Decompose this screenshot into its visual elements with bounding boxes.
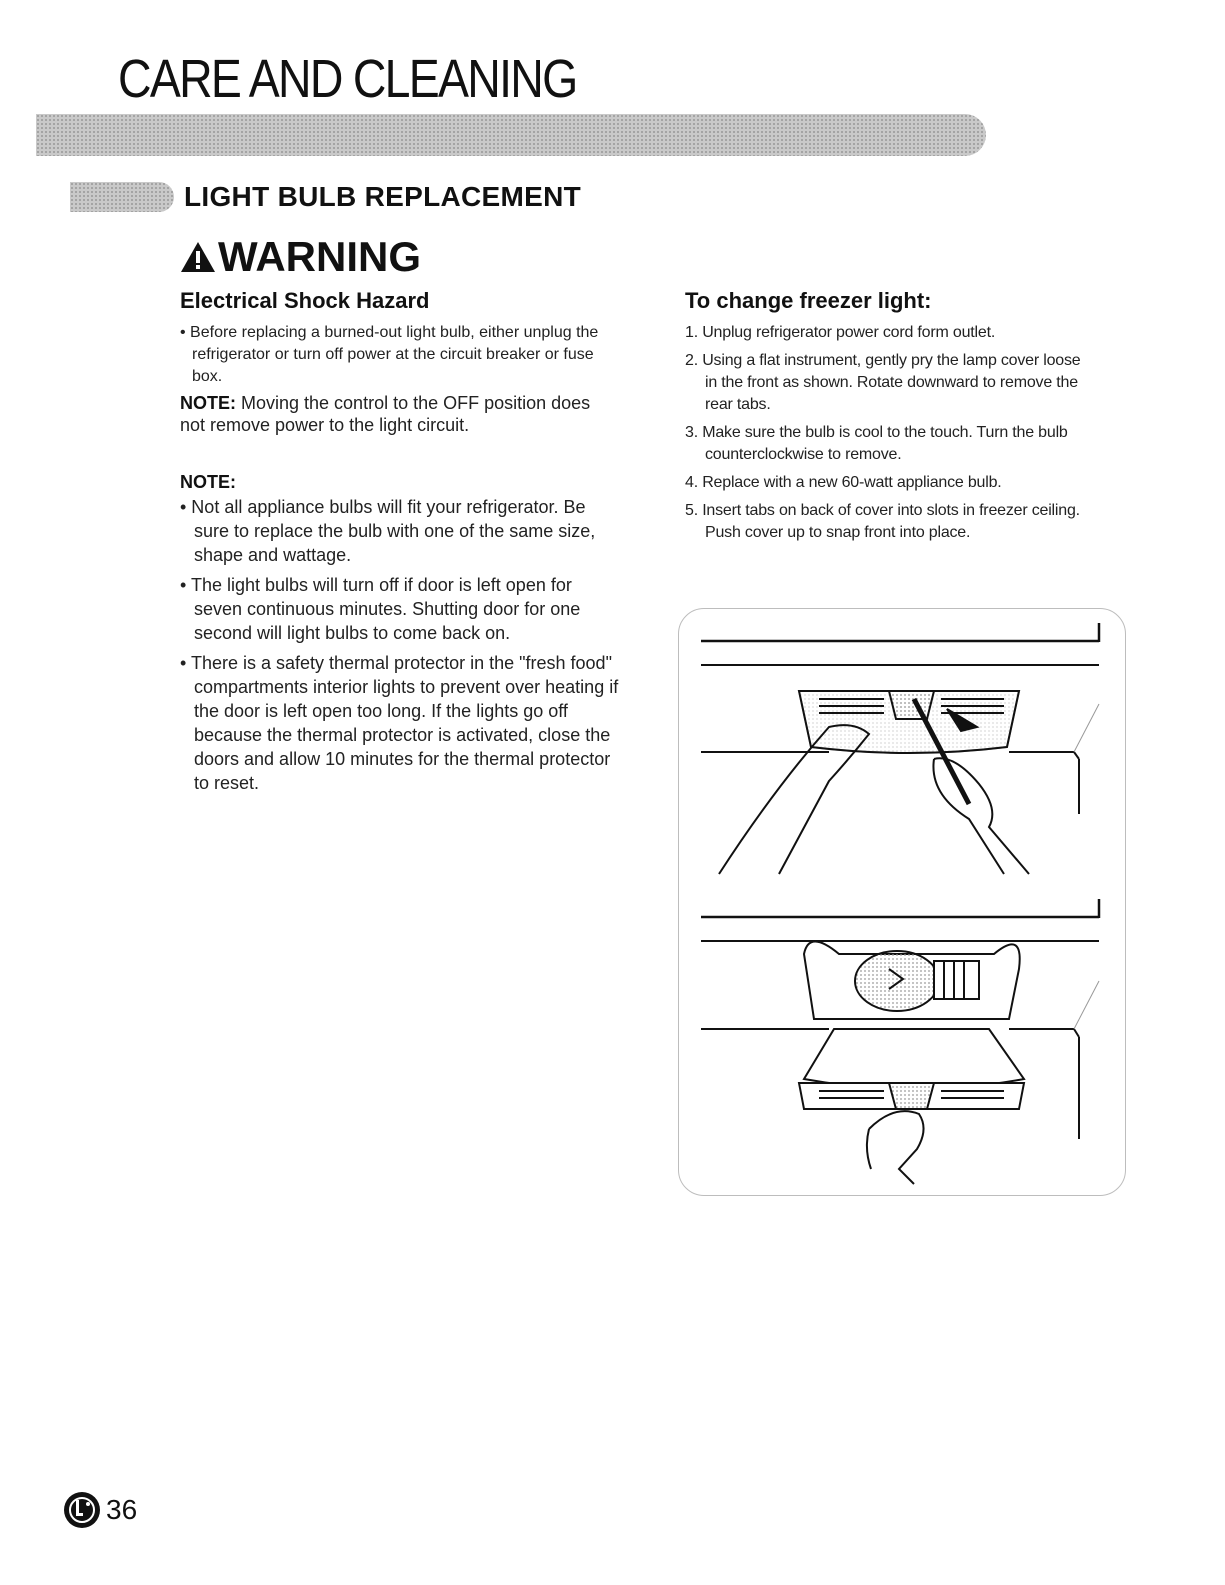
note-control-off	[180, 392, 620, 436]
hazard-heading: Electrical Shock Hazard	[180, 288, 430, 313]
lamp-cover-illustration	[678, 608, 1126, 1196]
note-heading: NOTE:	[180, 472, 236, 492]
note-item: • There is a safety thermal protector in the "fresh food" compartments interior lights to prevent over heating if the door is left open too long. If the lights go off because the thermal protector is activated, close the doors and allow 10 minutes for the thermal protector to reset.	[180, 653, 619, 793]
step-replace-bulb-drawing	[701, 899, 1099, 1184]
section-marker	[70, 182, 174, 212]
page-footer	[62, 1490, 137, 1530]
hazard-bullet: • Before replacing a burned-out light bulb, either unplug the refrigerator or turn off power at the circuit breaker or fuse box.	[180, 324, 599, 385]
step-item: 2. Using a flat instrument, gently pry the lamp cover loose in the front as shown. Rotate downward to remove the rear tabs.	[685, 352, 1081, 413]
freezer-light-heading: To change freezer light:	[685, 288, 932, 313]
illustration-drawing	[679, 609, 1125, 1195]
title-decorative-bar	[36, 114, 986, 156]
warning-heading	[180, 233, 421, 281]
note-label: NOTE:	[180, 393, 236, 413]
section-title: LIGHT BULB REPLACEMENT	[184, 181, 582, 212]
note-item: • The light bulbs will turn off if door is left open for seven continuous minutes. Shutting door for one second will light bulbs to come back on.	[180, 575, 581, 643]
note-item: • Not all appliance bulbs will fit your refrigerator. Be sure to replace the bulb with one of the same size, shape and wattage.	[180, 497, 596, 565]
note-text: Moving the control to the OFF position does not remove power to the light circuit.	[180, 393, 591, 435]
lg-logo-icon	[62, 1490, 102, 1530]
step-item: 3. Make sure the bulb is cool to the touch. Turn the bulb counterclockwise to remove.	[685, 424, 1068, 463]
left-column	[180, 288, 620, 801]
page-number: 36	[106, 1494, 138, 1525]
warning-triangle-icon	[180, 241, 216, 273]
page-title: CARE AND CLEANING	[118, 49, 577, 109]
step-item: 4. Replace with a new 60-watt appliance bulb.	[685, 474, 1002, 491]
right-column	[685, 288, 1095, 550]
step-item: 5. Insert tabs on back of cover into slots in freezer ceiling.	[685, 502, 1080, 519]
step-item: 1. Unplug refrigerator power cord form outlet.	[685, 324, 996, 341]
warning-label: WARNING	[218, 233, 421, 280]
step-item: Push cover up to snap front into place.	[705, 524, 971, 541]
step-pry-cover-drawing	[701, 623, 1099, 874]
